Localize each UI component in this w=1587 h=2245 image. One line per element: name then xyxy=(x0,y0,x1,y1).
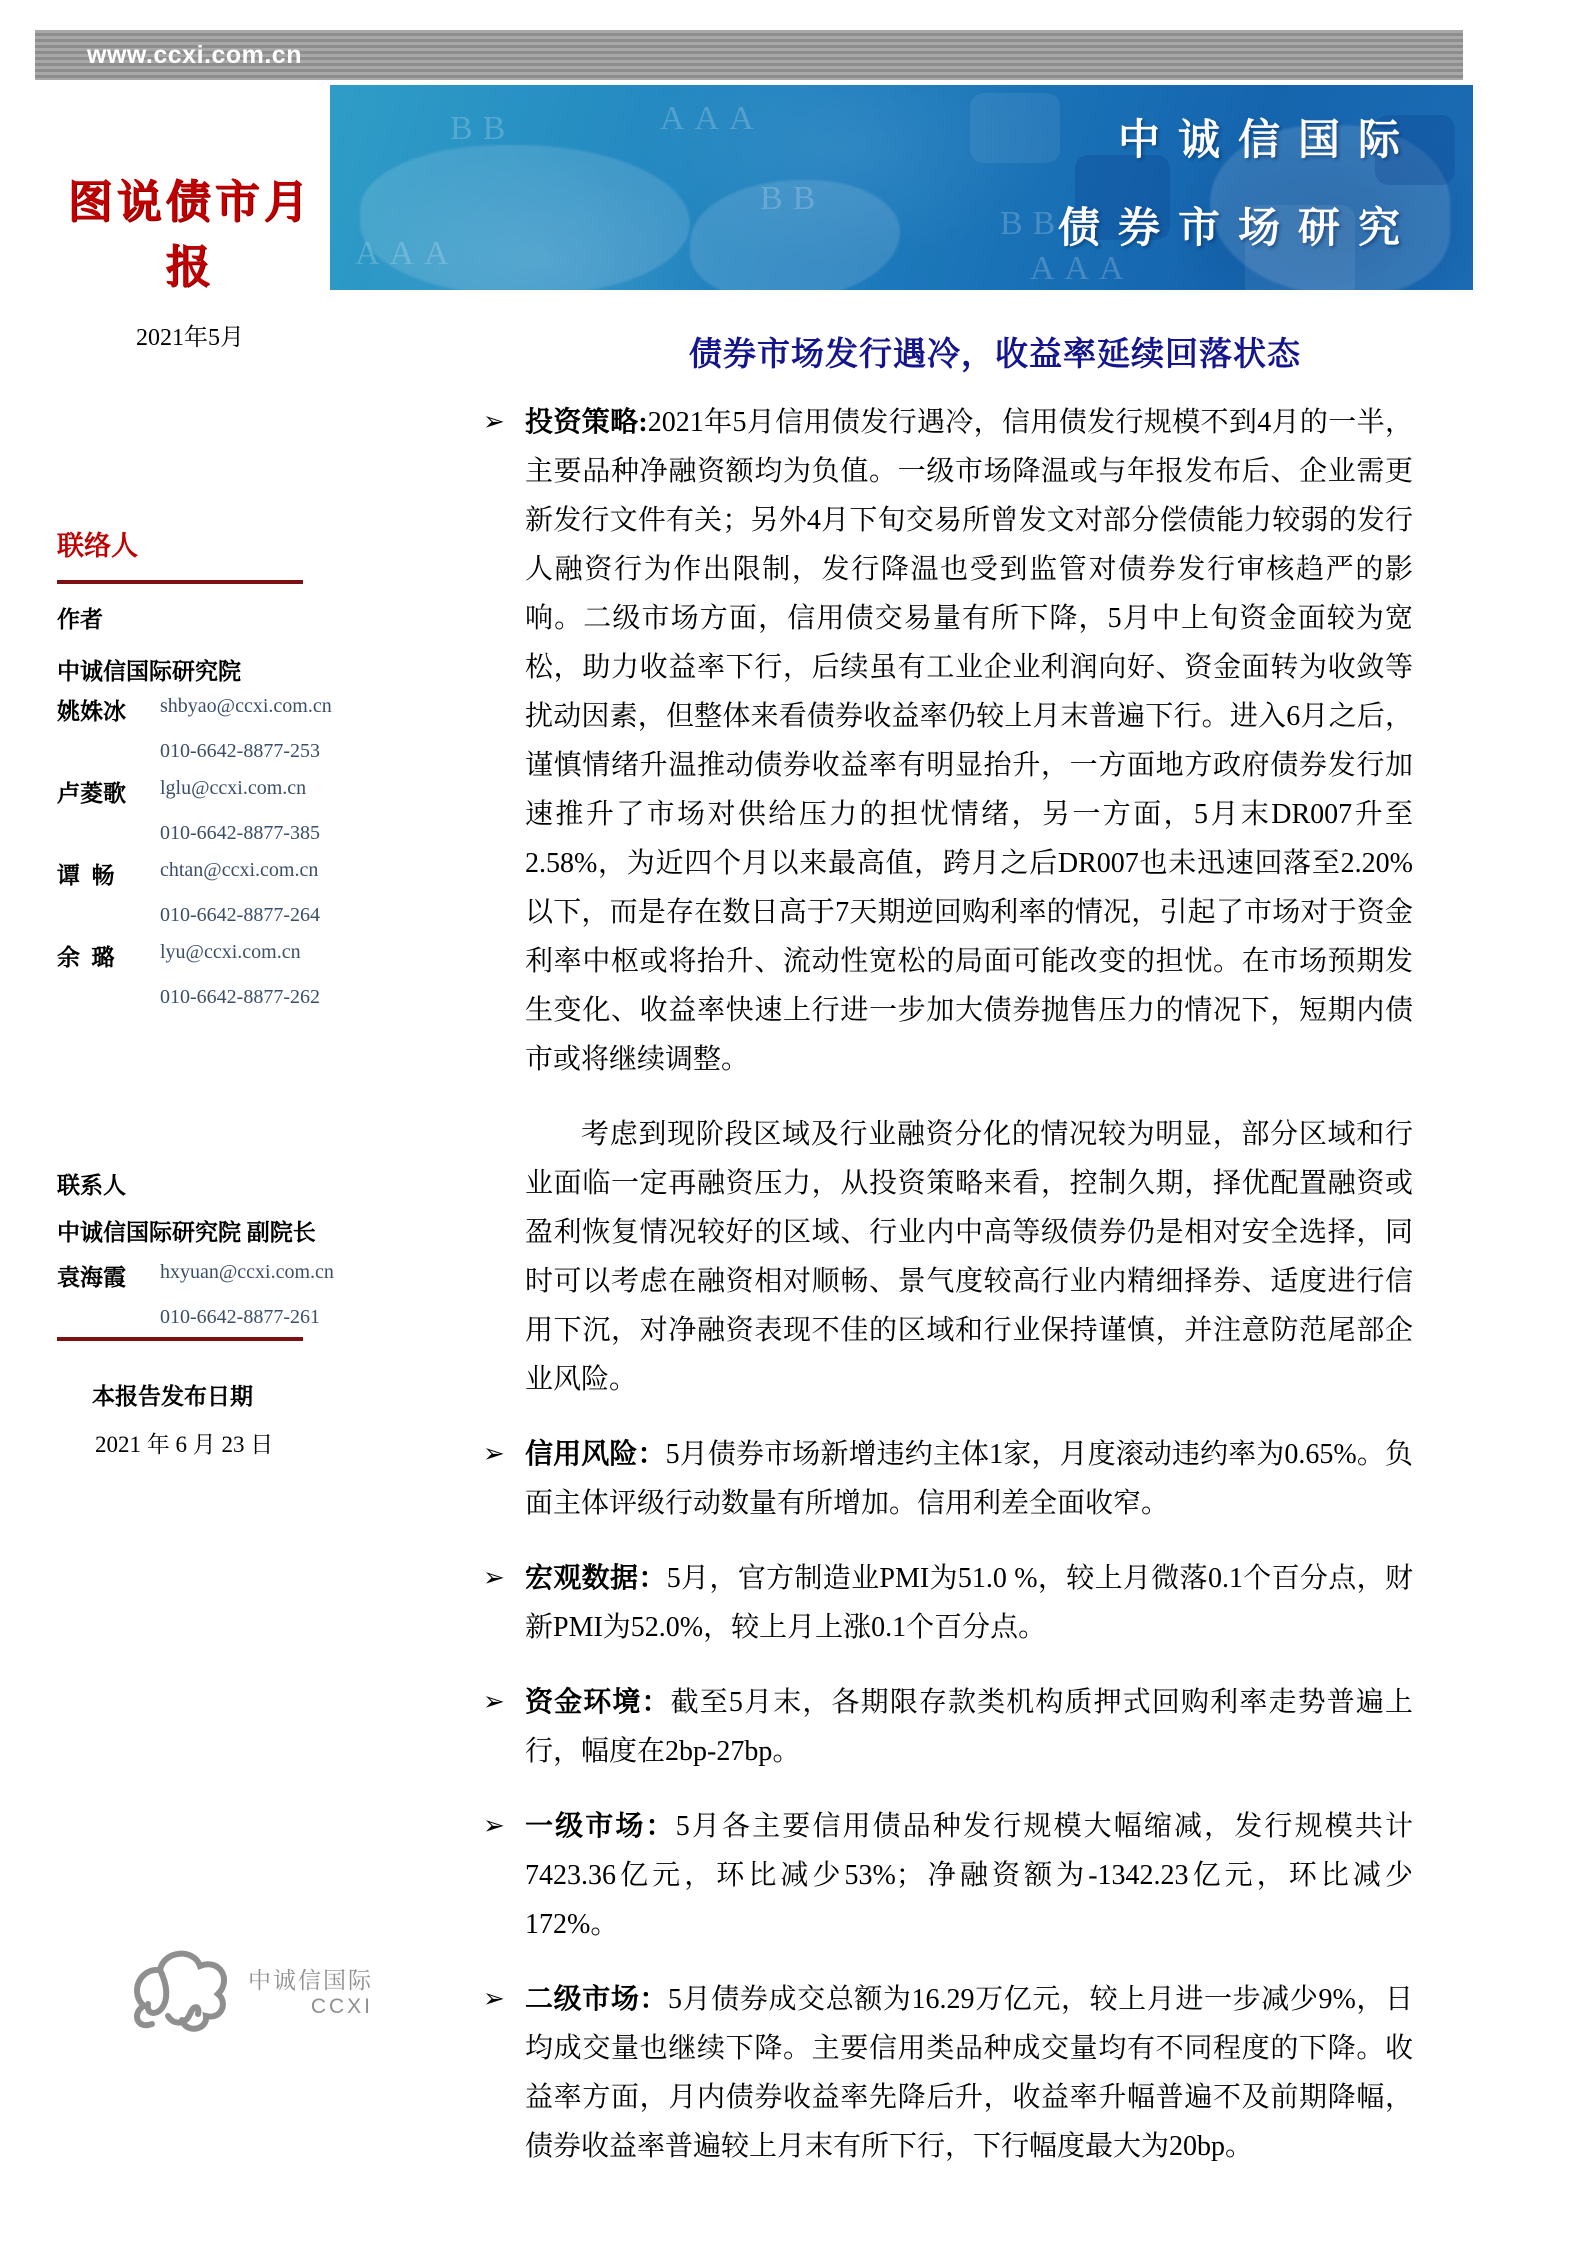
ccxi-logo-cn: 中诚信国际 xyxy=(248,1966,373,1993)
bullet-text: 截至5月末，各期限存款类机构质押式回购利率走势普遍上行，幅度在2bp-27bp。 xyxy=(525,1687,1413,1767)
investment-strategy-paragraph-2: 考虑到现阶段区域及行业融资分化的情况较为明显，部分区域和行业面临一定再融资压力，从投资策略来看，控制久期，择优配置融资或盈利恢复情况较好的区域、行业内中高等级债券仍是相对安全选择，同时可以考虑在融资相对顺畅、景气度较高行业内精细择券、适度进行信用下沉，对净融资表现不佳的区域和行业保持谨慎，并注意防范尾部企业风险。 xyxy=(525,1119,1413,1395)
bullet-label: 宏观数据： xyxy=(525,1563,667,1594)
bullet-text: 5月，官方制造业PMI为51.0 %，较上月微落0.1个百分点，财新PMI为52.0%，较上月上涨0.1个百分点。 xyxy=(525,1563,1413,1643)
bullet-text: 2021年5月信用债发行遇冷，信用债发行规模不到4月的一半，主要品种净融资额均为负值。一级市场降温或与年报发布后、企业需更新发行文件有关；另外4月下旬交易所曾发文对部分偿债能力较弱的发行人融资行为作出限制，发行降温也受到监管对债券发行审核趋严的影响。二级市场方面，信用债交易量有所下降，5月中上旬资金面较为宽松，助力收益率下行，后续虽有工业企业利润向好、资金面转为收敛等扰动因素，但整体来看债券收益率仍较上月末普遍下行。进入6月之后，谨慎情绪升温推动债券收益率有明显抬升，一方面地方政府债券发行加速推升了市场对供给压力的担忧情绪，另一方面，5月末DR007升至2.58%，为近四个月以来最高值，跨月之后DR007也未迅速回落至2.20%以下，而是存在数日高于7天期逆回购利率的情况，引起了市场对于资金利率中枢或将抬升、流动性宽松的局面可能改变的担忧。在市场预期发生变化、收益率快速上行进一步加大债券抛售压力的情况下，短期内债市或将继续调整。 xyxy=(525,407,1413,1075)
rating-watermark-aaa: AAA xyxy=(1030,250,1134,287)
arrow-bullet-icon: ➢ xyxy=(483,1811,505,1841)
author-name: 谭 畅 xyxy=(57,863,115,888)
bullet-secondary-market xyxy=(483,1975,1413,2171)
brand-banner xyxy=(330,85,1473,290)
bullet-funding-environment xyxy=(483,1678,1413,1776)
rating-watermark-bb: BB xyxy=(1000,205,1066,242)
bullet-label: 信用风险： xyxy=(525,1439,666,1470)
contacts-heading: 联络人 xyxy=(57,531,138,561)
arrow-bullet-icon: ➢ xyxy=(483,1687,505,1717)
author-phone: 010-6642-8877-385 xyxy=(160,822,320,844)
publish-date: 2021 年 6 月 23 日 xyxy=(95,1432,274,1457)
url-bar xyxy=(35,30,1463,80)
bullet-label: 二级市场： xyxy=(525,1984,669,2015)
arrow-bullet-icon: ➢ xyxy=(483,1563,505,1593)
bullet-primary-market xyxy=(483,1802,1413,1949)
banner-titles xyxy=(1058,107,1418,255)
url-text: www.ccxi.com.cn xyxy=(87,40,302,69)
liaison-heading: 联系人 xyxy=(57,1173,126,1198)
report-series-title: 图说债市月报 xyxy=(67,177,313,292)
authors-heading: 作者 xyxy=(57,607,103,632)
rating-watermark-aaa: AAA xyxy=(355,235,459,272)
author-email[interactable]: shbyao@ccxi.com.cn xyxy=(160,695,332,717)
rating-watermark-bb: BB xyxy=(450,110,516,147)
article-title: 债券市场发行遇冷，收益率延续回落状态 xyxy=(689,337,1301,373)
author-phone: 010-6642-8877-253 xyxy=(160,740,320,762)
liaison-org: 中诚信国际研究院 副院长 xyxy=(57,1220,316,1245)
author-name: 卢菱歌 xyxy=(57,781,126,806)
author-phone: 010-6642-8877-262 xyxy=(160,986,320,1008)
liaison-phone: 010-6642-8877-261 xyxy=(160,1306,320,1328)
rating-watermark-aaa: AAA xyxy=(660,100,764,137)
banner-tile-decoration xyxy=(970,93,1060,163)
arrow-bullet-icon: ➢ xyxy=(483,407,505,437)
bullet-text: 5月债券市场新增违约主体1家，月度滚动违约率为0.65%。负面主体评级行动数量有所增加。信用利差全面收窄。 xyxy=(525,1439,1413,1519)
ccxi-logo xyxy=(128,1942,373,2038)
bullet-label: 一级市场： xyxy=(525,1811,676,1842)
rating-watermark-bb: BB xyxy=(760,180,826,217)
bullet-macro-data xyxy=(483,1554,1413,1652)
bullet-label: 资金环境： xyxy=(525,1687,671,1718)
liaison-email[interactable]: hxyuan@ccxi.com.cn xyxy=(160,1261,334,1283)
liaison-name: 袁海霞 xyxy=(57,1265,126,1290)
arrow-bullet-icon: ➢ xyxy=(483,1439,505,1469)
bullet-text: 5月债券成交总额为16.29万亿元，较上月进一步减少9%，日均成交量也继续下降。主要信用类品种成交量均有不同程度的下降。收益率方面，月内债券收益率先降后升，收益率升幅普遍不及前期降幅，债券收益率普遍较上月末有所下行，下行幅度最大为20bp。 xyxy=(525,1984,1413,2162)
author-email[interactable]: lglu@ccxi.com.cn xyxy=(160,777,307,799)
summary-bullet-list xyxy=(483,398,1413,2197)
sidebar-divider-bottom xyxy=(57,1337,303,1341)
author-email[interactable]: lyu@ccxi.com.cn xyxy=(160,941,301,963)
ccxi-elephant-logo-icon xyxy=(128,1942,236,2038)
banner-division-name: 债券市场研究 xyxy=(1057,206,1418,252)
bullet-label: 投资策略: xyxy=(525,407,648,438)
publish-date-label: 本报告发布日期 xyxy=(92,1384,253,1409)
bullet-text: 5月各主要信用债品种发行规模大幅缩减，发行规模共计7423.36亿元，环比减少53%；净融资额为-1342.23亿元，环比减少172%。 xyxy=(525,1811,1413,1940)
author-phone: 010-6642-8877-264 xyxy=(160,904,320,926)
ccxi-logo-en: CCXI xyxy=(310,1994,373,2018)
report-period: 2021年5月 xyxy=(136,325,244,351)
bullet-investment-strategy xyxy=(483,398,1413,1084)
author-email[interactable]: chtan@ccxi.com.cn xyxy=(160,859,319,881)
arrow-bullet-icon: ➢ xyxy=(483,1984,505,2014)
author-name: 余 璐 xyxy=(57,945,115,970)
author-name: 姚姝冰 xyxy=(57,699,126,724)
authors-org: 中诚信国际研究院 xyxy=(57,659,241,684)
banner-org-name: 中诚信国际 xyxy=(1117,118,1418,164)
sidebar-divider-top xyxy=(57,580,303,584)
ccxi-logo-text xyxy=(248,1962,373,2019)
bullet-credit-risk xyxy=(483,1430,1413,1528)
masthead xyxy=(50,165,330,352)
